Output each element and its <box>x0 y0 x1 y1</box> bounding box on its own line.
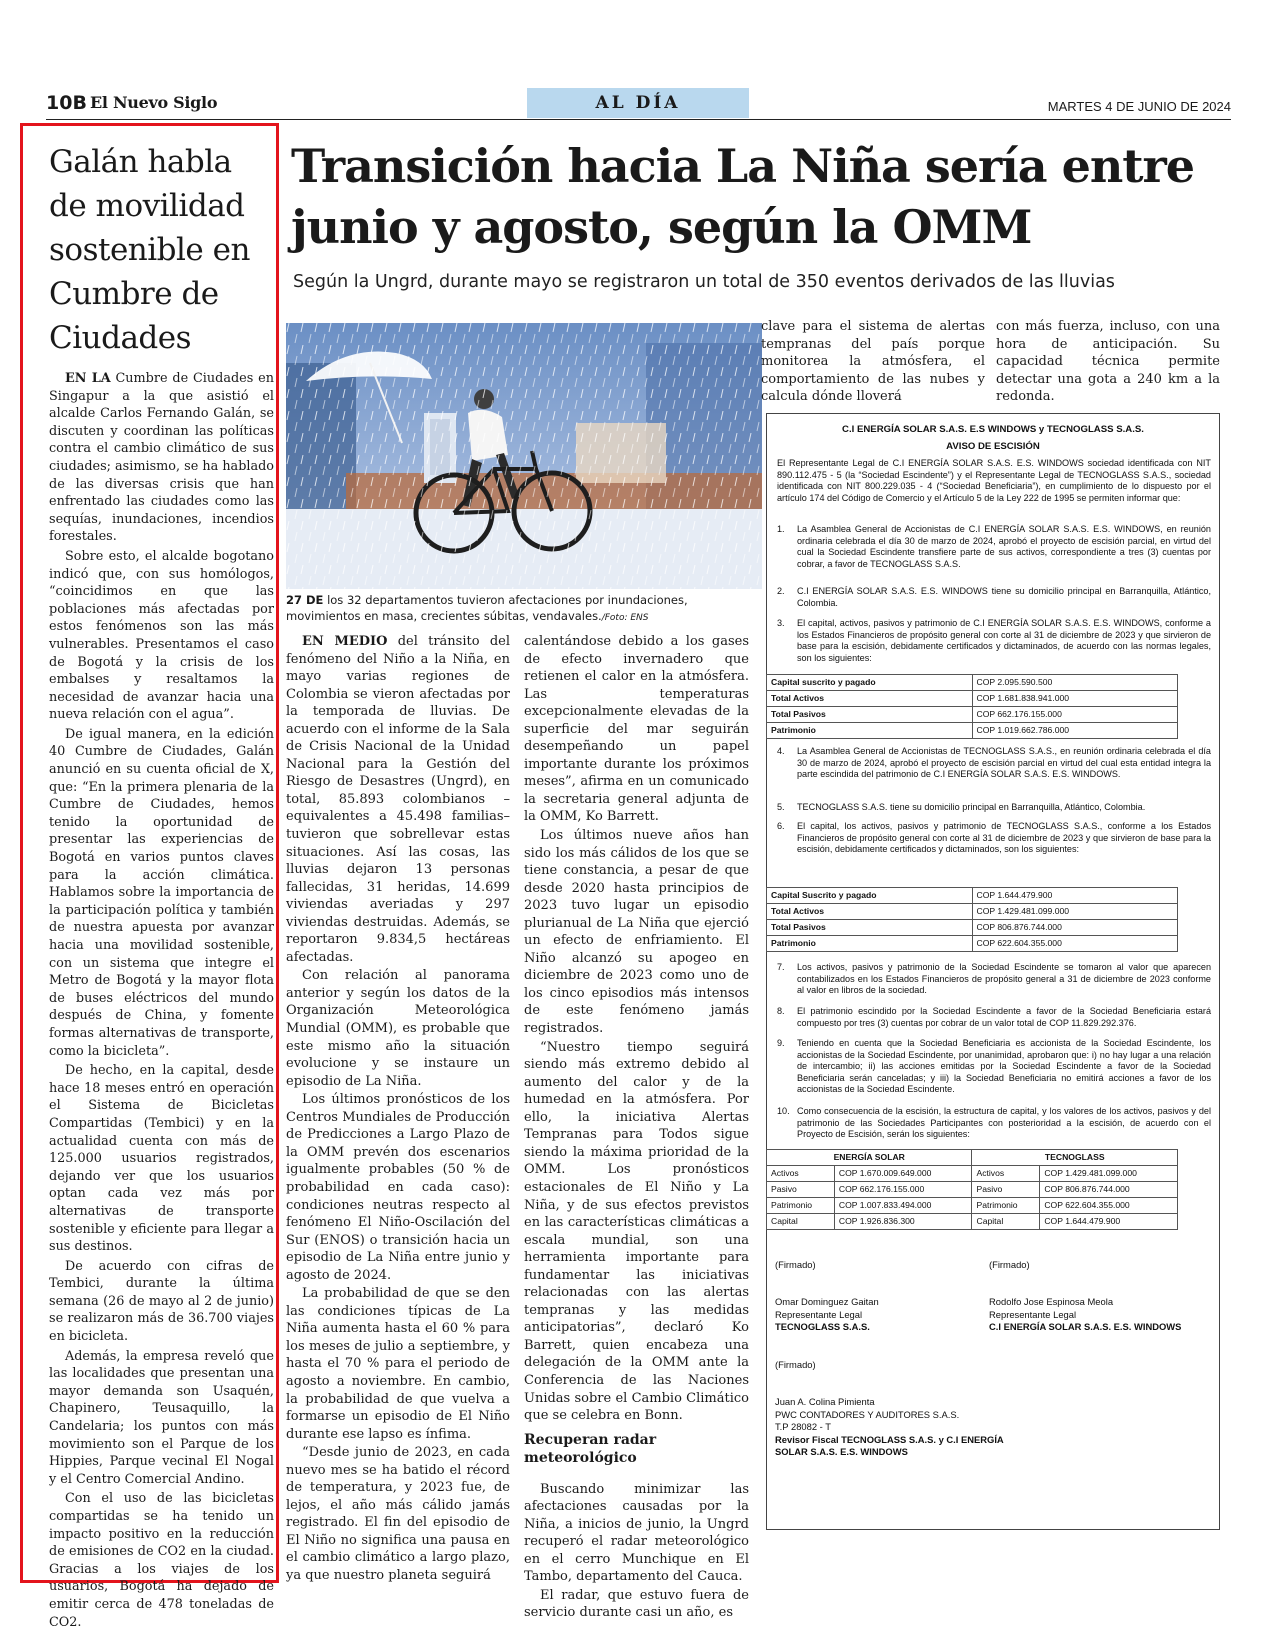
table-row <box>767 691 1178 707</box>
table-cell: Capital suscrito y pagado <box>767 675 973 691</box>
article-paragraph: “Nuestro tiempo seguirá siendo más extremo debido al aumento del calor y de la humedad en la atmósfera. Por ello, la iniciativa Alertas Tempranas para Todos sigue siendo la máxima prioridad de la OMM. Los pronósticos estacionales de El Niño y La Niña, y de sus efectos previstos en las características climáticas a escala mundial, son una herramienta importante para fundamentar las iniciativas relacionadas con las alertas tempranas y las medidas anticipatorias”, declaró Ko Barrett, quien encabeza una delegación de la OMM ante la Conferencia de las Naciones Unidas sobre el Cambio Climático que se celebra en Bonn. <box>524 1039 749 1424</box>
table-cell: COP 622.604.355.000 <box>972 936 1178 952</box>
table-cell: COP 622.604.355.000 <box>1040 1198 1178 1214</box>
table-cell: Patrimonio <box>767 936 973 952</box>
main-subhead: Según la Ungrd, durante mayo se registraron un total de 350 eventos derivados de las lluvias <box>293 272 1115 292</box>
table-header: ENERGÍA SOLAR <box>767 1150 972 1166</box>
sidebar-title: Galán habla de movilidad sostenible en Cumbre de Ciudades <box>49 144 250 356</box>
table-row <box>767 723 1178 739</box>
signature-block: Omar Dominguez Gaitan Representante Legal TECNOGLASS S.A.S. <box>775 1296 879 1332</box>
table-cell: COP 1.429.481.099.000 <box>972 904 1178 920</box>
sidebar-lead: EN LA <box>65 371 111 386</box>
masthead-logo: El Nuevo Siglo <box>90 93 218 112</box>
photo-caption <box>286 592 762 626</box>
table-cell: Pasivo <box>767 1182 835 1198</box>
caption-lead: 27 DE <box>286 593 324 607</box>
notice-item: 8. El patrimonio escindido por la Sociedad Escindente a favor de la Sociedad Beneficiaria estará compuesto por tres (3) cuentas por cobrar de un valor total de COP 11.829.292.376. <box>777 1006 1211 1028</box>
table-row <box>767 675 1178 691</box>
notice-item: 4. La Asamblea General de Accionistas de TECNOGLASS S.A.S., en reunión ordinaria celebrada el día 30 de marzo de 2024, aprobó el proyecto de escisión parcial en virtud del cual esta entidad integra la parte escindida del patrimonio de C.I ENERGÍA SOLAR S.A.S. E.S. WINDOWS. <box>777 746 1211 780</box>
article-photo <box>286 323 762 589</box>
table-cell: COP 1.926.836.300 <box>834 1214 972 1230</box>
table-cell: COP 1.007.833.494.000 <box>834 1198 972 1214</box>
section-tab: AL DÍA <box>527 88 749 118</box>
notice-title: C.I ENERGÍA SOLAR S.A.S. E.S WINDOWS y TECNOGLASS S.A.S. <box>842 424 1144 435</box>
table-cell: Pasivo <box>972 1182 1040 1198</box>
notice-intro: El Representante Legal de C.I ENERGÍA SOLAR S.A.S. E.S. WINDOWS sociedad identificada con NIT 890.112.475 - 5 (la “Sociedad Escindente”) y el Representante Legal de TECNOGLASS S.A.S., sociedad identificada con NIT 800.229.035 - 4 (“Sociedad Beneficiaria”), en cumplimiento de lo dispuesto por el artículo 174 del Código de Comercio y el Artículo 5 de la Ley 222 de 1995 se permiten informar que: <box>777 458 1211 503</box>
table-row <box>767 936 1178 952</box>
table-cell: COP 806.876.744.000 <box>1040 1182 1178 1198</box>
table-cell: Capital Suscrito y pagado <box>767 888 973 904</box>
table-cell: COP 662.176.155.000 <box>834 1182 972 1198</box>
table-cell: Patrimonio <box>767 1198 835 1214</box>
article-paragraph: clave para el sistema de alertas tempranas del país porque monitorea la atmósfera, el comportamiento de las nubes y calcula dónde lloverá <box>761 319 985 405</box>
table-cell: Total Activos <box>767 904 973 920</box>
notice-item: 10. Como consecuencia de la escisión, la estructura de capital, y los valores de los activos, pasivos y del patrimonio de las Sociedades Participantes con posterioridad a la escisión, de acuerdo con el Proyecto de Escisión, serán los siguientes: <box>777 1106 1211 1140</box>
sidebar-paragraph: De hecho, en la capital, desde hace 18 meses entró en operación el Sistema de Bicicletas Compartidas (Tembici) y en la actualidad cuenta con más de 125.000 usuarios registrados, dejando ver que los usuarios optan cada vez más por alternativas de transporte sostenible y eficiente para llegar a sus destinos. <box>49 1063 274 1255</box>
article-paragraph: con más fuerza, incluso, con una hora de anticipación. Su capacidad técnica permite detectar una gota a 240 km a la redonda. <box>996 319 1220 405</box>
table-cell: COP 1.429.481.099.000 <box>1040 1166 1178 1182</box>
signature-block: Juan A. Colina Pimienta PWC CONTADORES Y AUDITORES S.A.S. T.P 28082 - T Revisor Fiscal TECNOGLASS S.A.S. y C.I ENERGÍA SOLAR S.A.S. E.S. WINDOWS <box>775 1396 1004 1457</box>
table-cell: Capital <box>972 1214 1040 1230</box>
table-cell: COP 1.019.662.786.000 <box>972 723 1178 739</box>
sidebar-paragraph: Sobre esto, el alcalde bogotano indicó que, con sus homólogos, “coincidimos en que las poblaciones más afectadas por estos fenómenos son las más vulnerables. Presentamos el caso de Bogotá y la crisis de los embalses y resaltamos la necesidad de avanzar hacia una nueva relación con el agua”. <box>49 548 274 723</box>
table-post-escision <box>766 1149 1178 1230</box>
header-rule <box>46 119 1231 120</box>
table-row <box>767 1166 1178 1182</box>
table-row <box>767 1182 1178 1198</box>
sidebar-paragraph: Además, la empresa reveló que las localidades que presentan una mayor demanda son Usaquén, Chapinero, Teusaquillo, la Candelaria; los puntos con más movimiento son el Parque de los Hippies, Parque vecinal El Nogal y el Centro Comercial Andino. <box>49 1348 274 1487</box>
dateline: MARTES 4 DE JUNIO DE 2024 <box>1047 99 1231 114</box>
signature-block: Rodolfo Jose Espinosa Meola Representante Legal C.I ENERGÍA SOLAR S.A.S. E.S. WINDOWS <box>989 1296 1182 1332</box>
table-beneficiaria <box>766 887 1178 952</box>
article-paragraph: Con relación al panorama anterior y según los datos de la Organización Meteorológica Mundial (OMM), es probable que este mismo año la situación evolucione y se instaure un episodio de La Niña. <box>286 968 510 1089</box>
article-subtitle: Recuperan radar meteorológico <box>524 1431 657 1466</box>
notice-item: 6. El capital, los activos, pasivos y patrimonio de TECNOGLASS S.A.S., conforme a los Estados Financieros de propósito general con corte al 31 de diciembre de 2023 y que sirvieron de base para la escisión, debidamente certificados y dictaminados, son los siguientes: <box>777 821 1211 855</box>
signed-mark: (Firmado) <box>775 1359 816 1370</box>
signed-mark: (Firmado) <box>775 1259 816 1270</box>
notice-subtitle: AVISO DE ESCISIÓN <box>946 440 1040 452</box>
legal-notice <box>766 413 1220 1530</box>
article-paragraph: Los últimos nueve años han sido los más cálidos de los que se tiene constancia, a pesar de que desde 2020 hasta principios de 2023 tuvo lugar un episodio plurianual de La Niña que ejerció un efecto de enfriamiento. El Niño alcanzó su apogeo en diciembre de 2023 como uno de los cinco episodios más intensos de este fenómeno jamás registrados. <box>524 828 749 1037</box>
article-paragraph: EN MEDIO del tránsito del fenómeno del Niño a la Niña, en mayo varias regiones de Colombia se vieron afectadas por la temporada de lluvias. De acuerdo con el informe de la Sala de Crisis Nacional de la Unidad Nacional para la Gestión del Riesgo de Desastres (Ungrd), en total, 85.893 colombianos –equivalentes a 45.498 familias– tuvieron que sobrellevar estas situaciones. Así las cosas, las lluvias dejaron 13 personas fallecidas, 31 heridas, 14.699 viviendas averiadas y 297 viviendas destruidas. Además, se reportaron 9.834,5 hectáreas afectadas. <box>286 634 510 965</box>
main-headline: Transición hacia La Niña sería entre junio y agosto, según la OMM <box>291 139 1195 254</box>
article-column-3b <box>996 318 1220 407</box>
notice-item: 9. Teniendo en cuenta que la Sociedad Beneficiaria es accionista de la Sociedad Escindente, los accionistas de la Sociedad Escindente, por unanimidad, aprobaron que: i) no hay lugar a una relación de intercambio; ii) las acciones emitidas por la Sociedad Escindente a favor de la Sociedad Beneficiaria serán canceladas; y iii) la Sociedad Beneficiaria no emitirá acciones a favor de los accionistas de la Sociedad Escindente. <box>777 1038 1211 1095</box>
article-paragraph: Los últimos pronósticos de los Centros Mundiales de Producción de Predicciones a Largo Plazo de la OMM prevén dos escenarios igualmente probables (50 % de probabilidad en cada caso): condiciones neutras respecto al fenómeno El Niño-Oscilación del Sur (ENOS) o transición hacia un episodio de La Niña entre junio y agosto de 2024. <box>286 1092 510 1283</box>
table-cell: Activos <box>767 1166 835 1182</box>
notice-item: 1. La Asamblea General de Accionistas de C.I ENERGÍA SOLAR S.A.S. E.S. WINDOWS, en reunión ordinaria celebrada el día 30 de marzo de 2024, aprobó el proyecto de escisión parcial, en virtud del cual la Sociedad Escindente transfiere parte de sus activos, correspondiente a tres (3) cuentas por cobrar, a favor de TECNOGLASS S.A.S. <box>777 524 1211 569</box>
signed-mark: (Firmado) <box>989 1259 1030 1270</box>
table-cell: COP 662.176.155.000 <box>972 707 1178 723</box>
table-cell: Total Pasivos <box>767 920 973 936</box>
article-paragraph: El radar, que estuvo fuera de servicio durante casi un año, es <box>524 1587 749 1621</box>
page-number: 10B <box>46 92 87 114</box>
table-cell: Total Activos <box>767 691 973 707</box>
sidebar-paragraph: De acuerdo con cifras de Tembici, durante la última semana (26 de mayo al 2 de junio) se realizaron más de 36.700 viajes en bicicleta. <box>49 1258 274 1345</box>
table-cell: COP 1.644.479.900 <box>1040 1214 1178 1230</box>
notice-item: 7. Los activos, pasivos y patrimonio de la Sociedad Escindente se tomaron al valor que aparecen contabilizados en los Estados Financieros de propósito general a 31 de diciembre de 2023 conforme al valor en libros de la sociedad. <box>777 962 1211 996</box>
article-column-3a <box>761 318 985 407</box>
table-row <box>767 904 1178 920</box>
article-paragraph: Buscando minimizar las afectaciones causadas por la Niña, a inicios de junio, la Ungrd recuperó el radar meteorológico en el cerro Munchique en El Tambo, departamento del Cauca. <box>524 1481 749 1585</box>
sidebar-paragraph: EN LA Cumbre de Ciudades en Singapur a la que asistió el alcalde Carlos Fernando Galán, se discuten y coordinan las políticas contra el cambio climático de sus ciudades; asimismo, se ha hablado de las diversas crisis que han enfrentado las ciudades como las sequías, inundaciones, incendios forestales. <box>49 371 274 545</box>
table-cell: Activos <box>972 1166 1040 1182</box>
table-cell: COP 2.095.590.500 <box>972 675 1178 691</box>
table-row <box>767 888 1178 904</box>
table-row <box>767 1214 1178 1230</box>
sidebar-article <box>20 123 279 1630</box>
article-paragraph: “Desde junio de 2023, en cada nuevo mes se ha batido el récord de temperatura, y 2023 fue, de lejos, el año más cálido jamás registrado. El fin del episodio de El Niño no significa una pausa en el cambio climático a largo plazo, ya que nuestro planeta seguirá <box>286 1445 510 1583</box>
table-cell: Patrimonio <box>767 723 973 739</box>
notice-item: 3. El capital, activos, pasivos y patrimonio de C.I ENERGÍA SOLAR S.A.S. E.S. WINDOWS, conforme a los Estados Financieros de propósito general con corte al 31 de diciembre de 2023 y que sirvieron de base para la escisión, debidamente certificados y dictaminados, de acuerdo con las normas legales, son los siguientes: <box>777 618 1211 663</box>
article-lead: EN MEDIO <box>302 634 388 649</box>
table-row <box>767 1198 1178 1214</box>
sidebar-paragraph: De igual manera, en la edición 40 Cumbre de Ciudades, Galán anunció en su cuenta oficial de X, que: “En la primera plenaria de la Cumbre de Ciudades, hemos tenido la oportunidad de presentar las experiencias de Bogotá en varios puntos claves para la acción climática. Hablamos sobre la importancia de la participación política y también de nuestra apuesta por avanzar hacia una movilidad sostenible, con un sistema que integre el Metro de Bogotá y la mayor flota de buses eléctricos del mundo después de China, y fomente formas alternativas de transporte, como la bicicleta”. <box>49 726 274 1059</box>
article-column-2 <box>524 633 749 1623</box>
sidebar-body <box>49 370 274 1633</box>
article-column-1 <box>286 633 510 1586</box>
notice-item: 2. C.I ENERGÍA SOLAR S.A.S. E.S. WINDOWS tiene su domicilio principal en Barranquilla, Atlántico, Colombia. <box>777 586 1211 608</box>
notice-item: 5. TECNOGLASS S.A.S. tiene su domicilio principal en Barranquilla, Atlántico, Colombia. <box>777 802 1146 812</box>
article-paragraph: calentándose debido a los gases de efecto invernadero que retienen el calor en la atmósfera. Las temperaturas excepcionalmente elevadas de la superficie del mar seguirán desempeñando un papel importante durante los próximos meses”, afirma en un comunicado la secretaria general adjunta de la OMM, Ko Barrett. <box>524 634 749 825</box>
photo-credit: /Foto: ENS <box>601 613 649 623</box>
table-header: TECNOGLASS <box>972 1150 1178 1166</box>
table-cell: Total Pasivos <box>767 707 973 723</box>
table-cell: COP 1.670.009.649.000 <box>834 1166 972 1182</box>
table-cell: COP 1.681.838.941.000 <box>972 691 1178 707</box>
table-cell: COP 1.644.479.900 <box>972 888 1178 904</box>
table-cell: Patrimonio <box>972 1198 1040 1214</box>
sidebar-paragraph: Con el uso de las bicicletas compartidas se ha tenido un impacto positivo en la reducción de emisiones de CO2 en la ciudad. Gracias a los viajes de los usuarios, Bogotá ha dejado de emitir cerca de 478 toneladas de CO2. <box>49 1491 274 1630</box>
table-row <box>767 920 1178 936</box>
caption-text: los 32 departamentos tuvieron afectaciones por inundaciones, movimientos en masa, crecientes súbitas, vendavales. <box>286 593 688 623</box>
table-cell: Capital <box>767 1214 835 1230</box>
table-cell: COP 806.876.744.000 <box>972 920 1178 936</box>
table-row <box>767 707 1178 723</box>
table-escindente <box>766 674 1178 739</box>
article-paragraph: La probabilidad de que se den las condiciones típicas de La Niña aumenta hasta el 60 % para los meses de julio a septiembre, y hasta el 70 % para el periodo de agosto a noviembre. En cambio, la probabilidad de que vuelva a formarse un episodio de El Niño durante ese lapso es ínfima. <box>286 1286 510 1442</box>
